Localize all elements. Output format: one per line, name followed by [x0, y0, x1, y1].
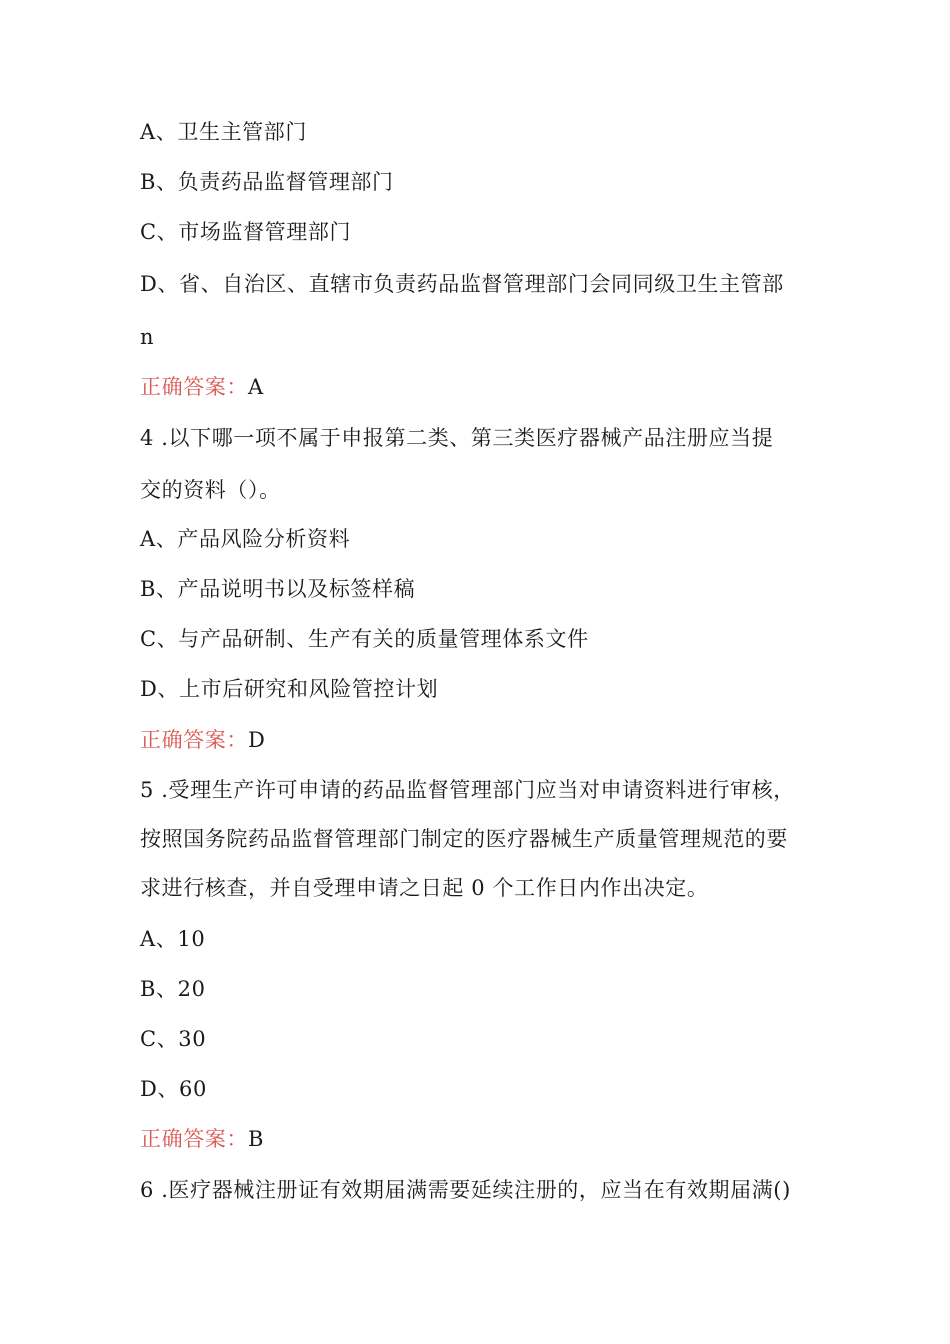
q4-answer [140, 726, 265, 754]
q4-stem-line-1: 4 .以下哪一项不属于申报第二类、第三类医疗器械产品注册应当提 [140, 426, 774, 450]
q3-option-b: B、负责药品监督管理部门 [140, 170, 394, 194]
q5-stem-line-2: 按照国务院药品监督管理部门制定的医疗器械生产质量管理规范的要 [140, 827, 788, 851]
q5-option-a: A、10 [140, 927, 206, 951]
q5-option-d: D、60 [140, 1077, 207, 1101]
q3-option-a: A、卫生主管部门 [140, 120, 307, 144]
q3-option-c: C、市场监督管理部门 [140, 220, 352, 244]
q5-option-b: B、20 [140, 977, 206, 1001]
q5-answer [140, 1125, 264, 1153]
answer-value: B [248, 1127, 265, 1151]
answer-label: 正确答案： [140, 1127, 248, 1151]
q3-option-d: D、省、自治区、直辖市负责药品监督管理部门会同同级卫生主管部 [140, 272, 784, 296]
answer-value: A [248, 375, 264, 399]
q3-option-d-continuation: n [140, 325, 155, 349]
q4-option-c: C、与产品研制、生产有关的质量管理体系文件 [140, 627, 589, 651]
q3-answer [140, 373, 264, 401]
q5-option-c: C、30 [140, 1027, 207, 1051]
q4-option-b: B、产品说明书以及标签样稿 [140, 577, 416, 601]
answer-value: D [248, 728, 266, 752]
q6-stem-line-1: 6 .医疗器械注册证有效期届满需要延续注册的，应当在有效期届满() [140, 1178, 791, 1202]
q4-stem-line-2: 交的资料（）。 [140, 478, 281, 502]
answer-label: 正确答案： [140, 375, 248, 399]
q5-stem-line-1: 5 .受理生产许可申请的药品监督管理部门应当对申请资料进行审核， [140, 778, 795, 802]
q4-option-d: D、上市后研究和风险管控计划 [140, 677, 439, 701]
answer-label: 正确答案： [140, 728, 248, 752]
q4-option-a: A、产品风险分析资料 [140, 527, 351, 551]
q5-stem-line-3: 求进行核查，并自受理申请之日起 0 个工作日内作出决定。 [140, 876, 709, 900]
